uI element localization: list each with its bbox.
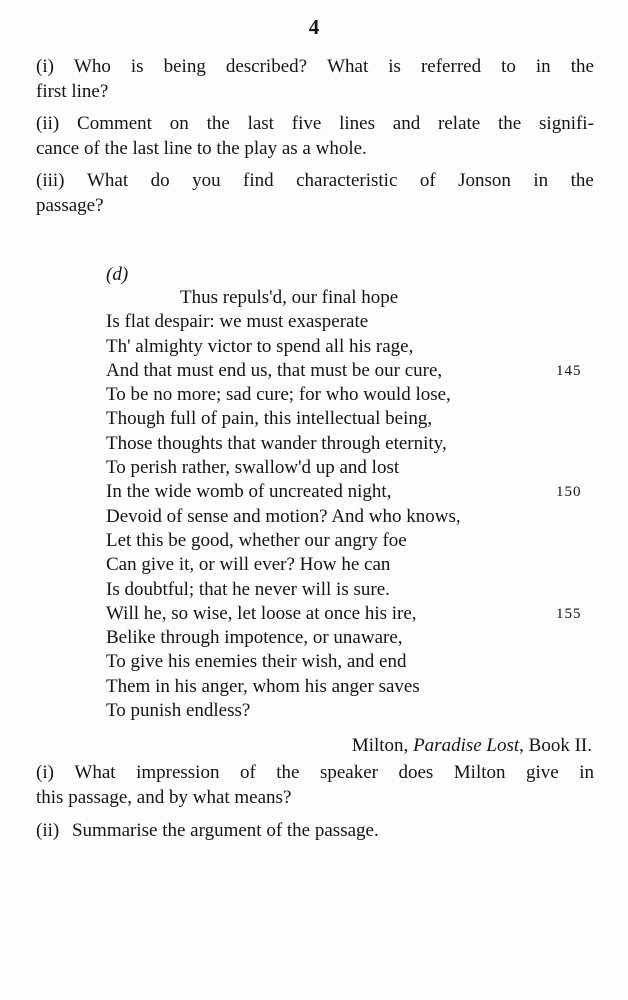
word: relate (438, 113, 481, 134)
poem-line-text: Devoid of sense and motion? And who knows, (106, 505, 461, 527)
poem-line-text: To punish endless? (106, 700, 251, 722)
poem-line-text: Th' almighty victor to spend all his rage, (106, 335, 414, 357)
poem-line (106, 432, 596, 456)
word: in (579, 762, 594, 783)
poem-line (106, 626, 596, 650)
poem-line (106, 553, 596, 577)
word: give (526, 762, 559, 783)
word: does (398, 762, 434, 783)
question-label: (i) (36, 762, 54, 783)
poem-line-text: To be no more; sad cure; for who would lose, (106, 384, 451, 406)
poem-line-text: Those thoughts that wander through eternity, (106, 432, 447, 454)
poem-line (106, 578, 596, 602)
word: of (239, 762, 256, 783)
word: the (206, 113, 230, 134)
word: find (243, 170, 274, 191)
word: lines (339, 113, 375, 134)
word: last (247, 113, 274, 134)
question-label: (ii) (36, 113, 60, 134)
word: the (570, 170, 594, 191)
word: Milton (453, 762, 506, 783)
word: What (74, 762, 116, 783)
word: five (291, 113, 322, 134)
attribution-book: , Book II. (519, 735, 592, 756)
poem-line-text: Can give it, or will ever? How he can (106, 554, 391, 576)
question-bottom-1 (36, 760, 594, 810)
word: in (535, 56, 551, 77)
poem-line (106, 505, 596, 529)
page-number: 4 (308, 15, 320, 39)
word: Jonson (458, 170, 511, 191)
poem-line (106, 286, 596, 310)
question-first-line (36, 818, 594, 843)
question-continuation: cance of the last line to the play as a whole. (36, 138, 367, 159)
poem-line-text: In the wide womb of uncreated night, (106, 481, 392, 503)
word: do (150, 170, 170, 191)
poem-line (106, 602, 596, 626)
poem-line-text: To give his enemies their wish, and end (106, 651, 407, 673)
word: referred (420, 56, 482, 77)
question-first-line (36, 111, 594, 136)
poem-line-text: Is flat despair: we must exasperate (106, 311, 369, 333)
word: signifi- (539, 113, 594, 134)
word: and (392, 113, 421, 134)
line-number: 150 (556, 484, 582, 501)
poem-line (106, 480, 596, 504)
line-number: 145 (556, 362, 582, 379)
line-number: 155 (556, 605, 582, 622)
word: the (498, 113, 522, 134)
question-top-2 (36, 111, 594, 161)
word: speaker (319, 762, 378, 783)
question-label: (i) (36, 56, 54, 77)
poem-line-text: Thus repuls'd, our final hope (180, 287, 399, 308)
word: Comment (77, 113, 152, 134)
word: What (327, 56, 369, 77)
question-first-line (36, 760, 594, 785)
poem-line-text: Though full of pain, this intellectual being, (106, 408, 433, 430)
question-top-3 (36, 168, 594, 218)
poem-line-text: Let this be good, whether our angry foe (106, 529, 407, 551)
question-top-1 (36, 54, 594, 104)
poem-line (106, 383, 596, 407)
poem-line-text: Will he, so wise, let loose at once his ire, (106, 602, 417, 624)
poem-line (106, 650, 596, 674)
question-first-line (36, 168, 594, 193)
attribution (352, 733, 592, 758)
word: is (388, 56, 401, 77)
word: to (501, 56, 516, 77)
word: you (192, 170, 221, 191)
poem-line-text: To perish rather, swallow'd up and lost (106, 457, 400, 479)
section-label: (d) (106, 264, 129, 285)
word: in (533, 170, 549, 191)
poem-line (106, 456, 596, 480)
question-continuation: passage? (36, 195, 104, 216)
word: being (163, 56, 206, 77)
poem-line (106, 529, 596, 553)
word: on (169, 113, 189, 134)
word: described? (225, 56, 308, 77)
question-first-line (36, 54, 594, 79)
attribution-work: Paradise Lost (413, 735, 520, 756)
poem-line (106, 407, 596, 431)
question-continuation: this passage, and by what means? (36, 787, 292, 808)
poem-line-text: Belike through impotence, or unaware, (106, 627, 403, 649)
poem-line (106, 675, 596, 699)
word: of (419, 170, 436, 191)
poem-line (106, 335, 596, 359)
poem-line (106, 359, 596, 383)
word: impression (136, 762, 220, 783)
question-continuation: first line? (36, 81, 109, 102)
poem-line-text: Is doubtful; that he never will is sure. (106, 578, 390, 600)
poem-line-text: And that must end us, that must be our cure, (106, 359, 443, 381)
word: is (130, 56, 144, 77)
word: What (86, 170, 129, 191)
question-text: Summarise the argument of the passage. (71, 820, 379, 841)
word: the (570, 56, 594, 77)
question-bottom-2 (36, 818, 594, 843)
word: the (276, 762, 300, 783)
attribution-author: Milton, (351, 735, 409, 756)
question-label: (iii) (36, 170, 65, 191)
word: Who (73, 56, 111, 77)
poem-line-text: Them in his anger, whom his anger saves (106, 675, 420, 697)
poem-line (106, 699, 596, 723)
poem-line (106, 310, 596, 334)
question-label: (ii) (36, 820, 60, 841)
poem-passage (106, 286, 596, 723)
word: characteristic (296, 170, 398, 191)
